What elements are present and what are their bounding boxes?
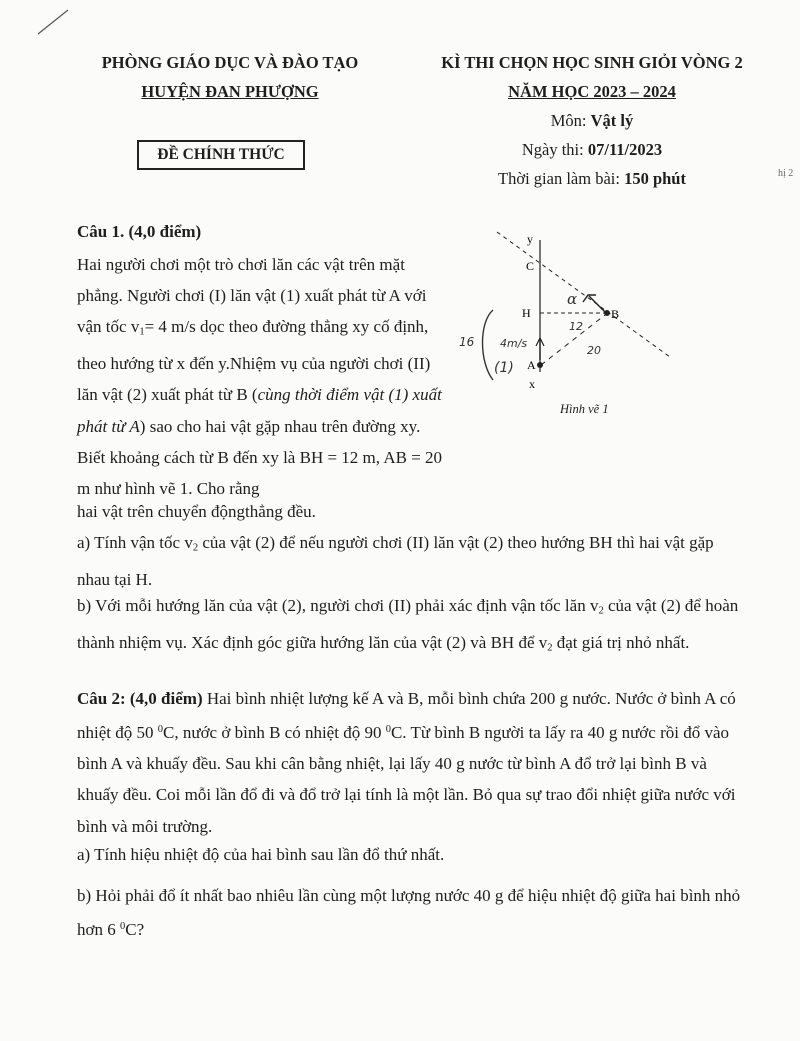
margin-fragment: hị 2 (778, 168, 794, 179)
q1-italic-note: cùng thời điểm vật (1) xuất phát từ A (77, 385, 442, 436)
hand-16: 16 (459, 335, 475, 349)
hand-20: 20 (587, 344, 601, 357)
figure-caption: Hình vẽ 1 (560, 402, 609, 416)
hand-speed: 4m/s (500, 337, 528, 350)
q1-text-4: hai vật trên chuyển độngthẳng đều. (77, 502, 316, 521)
header-right (392, 48, 792, 193)
district-name: HUYỆN ĐAN PHƯỢNG (141, 82, 319, 101)
label-x: x (529, 377, 535, 391)
point-a (537, 362, 543, 368)
hand-alpha: α (567, 290, 578, 308)
exam-title: KÌ THI CHỌN HỌC SINH GIỎI VÒNG 2 (441, 53, 743, 72)
department-name: PHÒNG GIÁO DỤC VÀ ĐÀO TẠO (101, 53, 359, 72)
q2-b-degree: 0 (120, 921, 126, 933)
q2-degree-2: 0 (385, 724, 391, 736)
q2-text-2: C, nước ở bình B có nhiệt độ 90 (163, 723, 386, 742)
official-exam-box: ĐỀ CHÍNH THỨC (137, 140, 305, 170)
q2-text-3: C. Từ bình B người ta lấy ra 40 g nước rồi đổ vào bình A và khuấy đều. Sau khi cân bằng nhiệt, lại lấy 40 g nước từ bình A đổ trở lại bình B và khuấy đều. Coi mỗi lần đổ đi và đổ trở lại tính là một lần. Bỏ qua sự trao đổi nhiệt giữa nước với bình và môi trường. (77, 723, 736, 836)
label-h: H (522, 306, 531, 320)
label-a: A (527, 358, 536, 372)
v1-subscript: 1 (139, 327, 145, 339)
q1-b-mid: của vật (2) để hoàn thành nhiệm vụ. Xác định góc giữa hướng lăn của vật (2) và BH để (77, 596, 739, 652)
pencil-mark (34, 6, 74, 38)
q1-part-b (77, 590, 747, 664)
q2-degree-1: 0 (157, 724, 164, 736)
hand-arrow (589, 296, 605, 312)
date-label: Ngày thi: (521, 140, 584, 159)
q2-b-pre: b) Hỏi phải đổ ít nhất bao nhiêu lần cùng một lượng nước 40 g để hiệu nhiệt độ giữa hai bình nhỏ hơn 6 (77, 886, 741, 939)
date-value: 07/11/2023 (587, 140, 663, 159)
q1-part-a (77, 527, 747, 595)
subject-value: Vật lý (590, 111, 634, 130)
q1-b-v1: v (589, 596, 599, 615)
time-label: Thời gian làm bài: (498, 169, 620, 188)
q2-title: Câu 2: (4,0 điểm) (77, 689, 203, 708)
q1-a-sub: 2 (192, 542, 199, 554)
subject-label: Môn: (550, 111, 587, 130)
header-left (60, 48, 400, 106)
q1-body (77, 249, 445, 504)
school-year: NĂM HỌC 2023 – 2024 (508, 82, 676, 101)
q1-text-2: = 4 m/s dọc theo đường thẳng xy cố định, theo hướng từ x đến y.Nhiệm vụ của người chơi (II) lăn vật (2) xuất phát từ B ( (77, 317, 431, 405)
hand-one: (1) (494, 360, 514, 376)
v1-symbol: v (130, 317, 140, 337)
time-line (392, 164, 792, 193)
q1-a-post: của vật (2) để nếu người chơi (II) lăn vật (2) theo hướng BH thì hai vật gặp nhau tại H. (77, 533, 714, 589)
q2-body (77, 683, 747, 842)
q2-text-1: Hai bình nhiệt lượng kế A và B, mỗi bình chứa 200 g nước. Nước ở bình A có nhiệt độ 50 (77, 689, 736, 742)
q1-b-sub2: 2 (547, 642, 553, 654)
q1-b-v2: v (538, 632, 548, 652)
label-c: C (526, 259, 535, 273)
hand-brace (483, 310, 494, 380)
q1-title: Câu 1. (4,0 điểm) (77, 222, 202, 241)
q1-a-pre: a) Tính vận tốc (77, 533, 185, 552)
label-y: y (527, 232, 533, 246)
date-line (392, 135, 792, 164)
q1-text-3: ) sao cho hai vật gặp nhau trên đường xy. Biết khoảng cách từ B đến xy là BH = 12 m, AB = 20 m như hình vẽ 1. Cho rằng (77, 416, 443, 499)
subject-line (392, 106, 792, 135)
q1-b-sub1: 2 (598, 605, 604, 617)
label-b: B (611, 307, 620, 321)
q2-part-b (77, 880, 747, 945)
figure-1 (455, 222, 695, 422)
q2-part-a: a) Tính hiệu nhiệt độ của hai bình sau lần đổ thứ nhất. (77, 845, 445, 864)
hand-12: 12 (569, 320, 583, 333)
q1-text-1: Hai người chơi một trò chơi lăn các vật trên mặt phẳng. Người chơi (I) lăn vật (1) xuất phát từ A với vận tốc (77, 255, 427, 337)
q2-b-post: C? (125, 920, 145, 939)
q1-b-post: đạt giá trị nhỏ nhất. (552, 632, 690, 652)
q1-b-pre: b) Với mỗi hướng lăn của vật (2), người chơi (II) phải xác định vận tốc lăn (77, 596, 590, 615)
point-b (604, 310, 610, 316)
q1-a-v: v (184, 533, 193, 552)
time-value: 150 phút (624, 169, 686, 188)
